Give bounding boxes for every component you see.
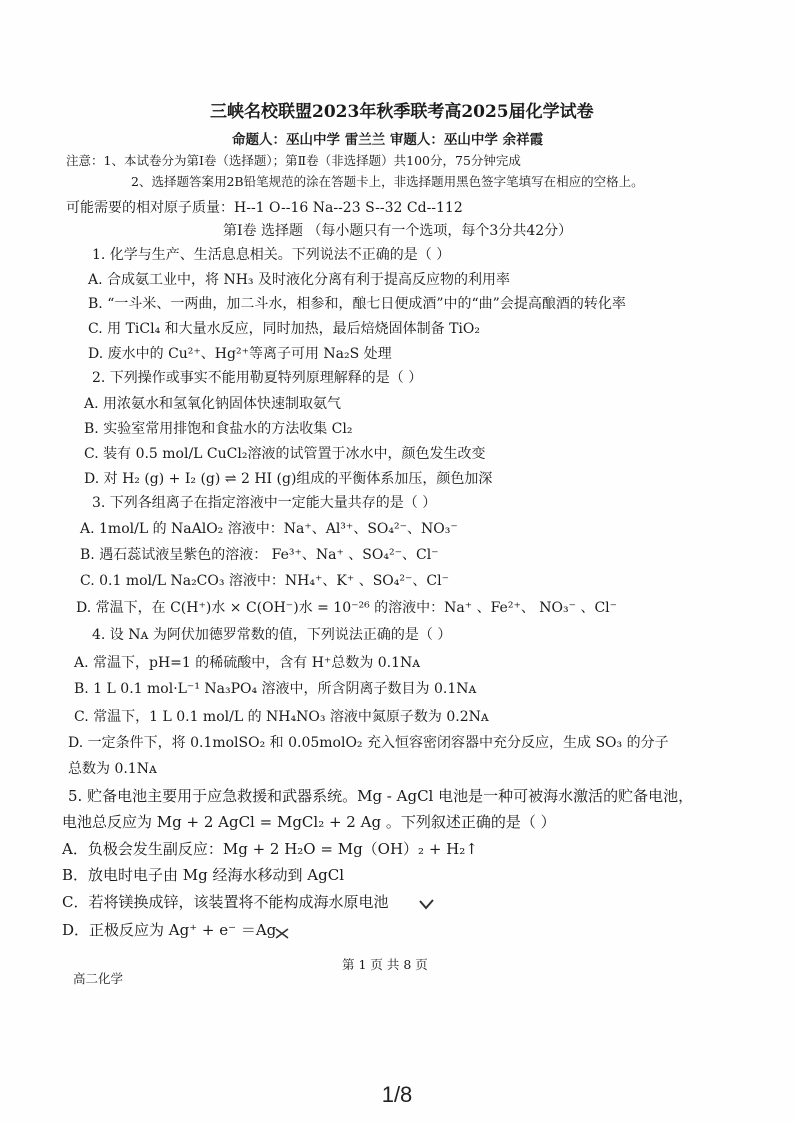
question-2-option-a: A. 用浓氨水和氢氧化钠固体快速制取氨气 [84,396,342,412]
page-number-footer: 第 1 页 共 8 页 [342,957,428,972]
section-heading: 第Ⅰ卷 选择题 （每小题只有一个选项，每个3分共42分） [223,223,573,239]
question-4-stem: 4. 设 Nᴀ 为阿伏加德罗常数的值，下列说法正确的是（ ） [92,627,452,643]
question-3-option-d: D. 常温下，在 C(H⁺)水 × C(OH⁻)水 = 10⁻²⁶ 的溶液中：Na⁺ 、Fe²⁺、 NO₃⁻ 、Cl⁻ [76,600,618,616]
question-3-option-a: A. 1mol/L 的 NaAlO₂ 溶液中：Na⁺、Al³⁺、SO₄²⁻、NO₃⁻ [80,521,458,537]
question-5-stem-line-1: 5. 贮备电池主要用于应急救援和武器系统。Mg - AgCl 电池是一种可被海水激活的贮备电池， [68,787,694,805]
question-2-stem: 2. 下列操作或事实不能用勒夏特列原理解释的是（ ） [92,370,423,386]
question-4-option-d-line-2: 总数为 0.1Nᴀ [68,761,157,777]
question-4-option-c: C. 常温下，1 L 0.1 mol/L 的 NH₄NO₃ 溶液中氮原子数为 0.2Nᴀ [74,709,489,725]
question-4-option-b: B. 1 L 0.1 mol·L⁻¹ Na₃PO₄ 溶液中，所含阴离子数目为 0.1Nᴀ [74,681,477,697]
question-3-option-b: B. 遇石蕊试液呈紫色的溶液： Fe³⁺、Na⁺ 、SO₄²⁻、Cl⁻ [80,547,439,563]
cross-mark-icon [274,926,290,940]
subject-label: 高二化学 [73,971,124,986]
question-3-stem: 3. 下列各组离子在指定溶液中一定能大量共存的是（ ） [92,495,437,511]
question-1-option-a: A. 合成氨工业中，将 NH₃ 及时液化分离有利于提高反应物的利用率 [88,272,510,288]
question-1-option-b: B. “一斗米、一两曲，加二斗水，相参和，酿七日便成酒”中的“曲”会提高酿酒的转化率 [88,296,626,312]
question-4-option-d-line-1: D. 一定条件下，将 0.1molSO₂ 和 0.05molO₂ 充入恒容密闭容器中充分反应，生成 SO₃ 的分子 [68,735,669,751]
atomic-masses: 可能需要的相对原子质量：H--1 O--16 Na--23 S--32 Cd--112 [66,200,463,216]
question-1-option-c: C. 用 TiCl₄ 和大量水反应，同时加热，最后焙烧固体制备 TiO₂ [88,321,480,337]
pen-mark-icon [418,897,436,911]
question-5-option-d: D．正极反应为 Ag⁺ + e⁻ ＝Ag [62,921,277,939]
question-1-stem: 1. 化学与生产、生活息息相关。下列说法不正确的是（ ） [92,247,451,263]
question-5-option-a: A．负极会发生副反应：Mg + 2 H₂O = Mg（OH）₂ + H₂↑ [62,840,478,858]
question-2-option-d: D. 对 H₂ (g) + I₂ (g) ⇌ 2 HI (g)组成的平衡体系加压，颜色加深 [84,471,493,487]
exam-title: 三峡名校联盟2023年秋季联考高2025届化学试卷 [210,102,594,122]
question-5-stem-line-2: 电池总反应为 Mg + 2 AgCl = MgCl₂ + 2 Ag 。下列叙述正确的是（ ） [62,813,556,831]
exam-note-1: 注意：1、本试卷分为第Ⅰ卷（选择题）；第Ⅱ卷（非选择题）共100分，75分钟完成 [66,153,521,168]
question-2-option-b: B. 实验室常用排饱和食盐水的方法收集 Cl₂ [84,421,353,437]
question-1-option-d: D. 废水中的 Cu²⁺、Hg²⁺等离子可用 Na₂S 处理 [88,346,392,362]
question-5-option-c: C．若将镁换成锌，该装置将不能构成海水原电池 [62,893,389,911]
page-indicator: 1/8 [381,1082,413,1107]
question-3-option-c: C. 0.1 mol/L Na₂CO₃ 溶液中：NH₄⁺、K⁺ 、SO₄²⁻、Cl⁻ [80,573,449,589]
question-5-option-b: B．放电时电子由 Mg 经海水移动到 AgCl [62,866,344,884]
exam-note-2: 2、选择题答案用2B铅笔规范的涂在答题卡上，非选择题用黑色签字笔填写在相应的空格上。 [131,174,644,189]
question-4-option-a: A. 常温下，pH=1 的稀硫酸中，含有 H⁺总数为 0.1Nᴀ [74,655,421,671]
exam-authors: 命题人：巫山中学 雷兰兰 审题人：巫山中学 余祥霞 [232,132,544,148]
question-2-option-c: C. 装有 0.5 mol/L CuCl₂溶液的试管置于冰水中，颜色发生改变 [84,446,486,462]
